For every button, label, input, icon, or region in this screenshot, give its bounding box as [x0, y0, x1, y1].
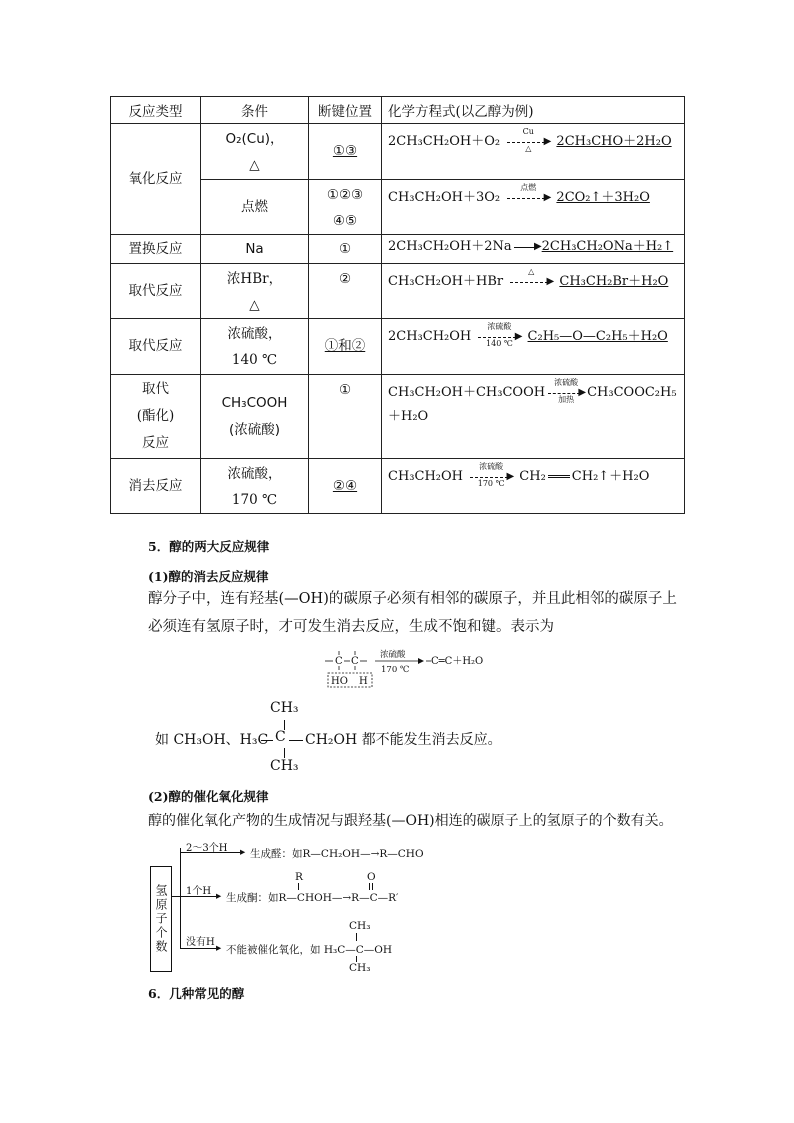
- table-row: [111, 459, 685, 514]
- cell-condition: [201, 124, 309, 180]
- table-row: [111, 375, 685, 459]
- example-line: [155, 700, 675, 780]
- bond-position: ①③: [332, 143, 358, 159]
- arrow-condition: 浓硫酸: [487, 321, 512, 331]
- ch3-bottom: CH₃: [349, 962, 371, 974]
- cell-condition: [201, 264, 309, 319]
- equation-lhs: CH₃CH₂OH: [388, 469, 463, 484]
- cell-condition: [201, 319, 309, 375]
- equation-rhs: C₂H₅—O—C₂H₅＋H₂O: [527, 329, 668, 344]
- table-header-row: [111, 97, 685, 124]
- header-condition: 条件: [201, 97, 309, 124]
- double-bond: [548, 475, 570, 478]
- bond-position: ①②③: [326, 187, 364, 203]
- equation-lhs: 2CH₃CH₂OH＋2Na: [388, 239, 512, 254]
- condition-line: △: [249, 157, 260, 173]
- fig-h: H: [359, 676, 368, 687]
- table-row: [111, 319, 685, 375]
- equation-lhs: CH₃CH₂OH＋HBr: [388, 274, 504, 289]
- paragraph: 醇的催化氧化产物的生成情况与跟羟基(—OH)相连的碳原子上的氢原子的个数有关。: [148, 813, 673, 829]
- bond-position: ②④: [332, 477, 358, 494]
- condition-line: 170 ℃: [231, 492, 278, 508]
- paragraph: 醇分子中，连有羟基(—OH)的碳原子必须有相邻的碳原子，并且此相邻的碳原子上必须连有氢原子时，才可发生消去反应，生成不饱和键。表示为: [148, 591, 677, 635]
- hydrogen-count-box: 氢原子个数: [150, 866, 172, 972]
- cell-bonds: [309, 124, 382, 180]
- equation-rhs-cont: ＋H₂O: [388, 409, 429, 424]
- condition-line: △: [249, 297, 260, 313]
- fig-product: C═C＋H₂O: [431, 656, 484, 667]
- branch-text: 生成酮：如R—CHOH—→R—C—R′: [226, 892, 399, 904]
- ch3-bottom: CH₃: [270, 758, 299, 774]
- cell-bonds: [309, 180, 382, 235]
- reaction-arrow: 点燃 ▶: [507, 192, 549, 204]
- cell-bonds: [309, 319, 382, 375]
- type-line: (酯化): [136, 408, 175, 424]
- section-heading: 6．几种常见的醇: [148, 986, 245, 1001]
- arrow-condition: △: [525, 143, 532, 153]
- branch-label: 1个H: [186, 886, 212, 897]
- elimination-figure: [325, 647, 505, 693]
- arrow-condition: 170 ℃: [477, 478, 505, 488]
- equation-rhs: CH₃COOC₂H₅: [587, 385, 677, 400]
- condition-line: (浓硫酸): [228, 421, 281, 438]
- cell-equation: [382, 124, 685, 180]
- cell-type: 氧化反应: [111, 124, 201, 235]
- reaction-arrow: 浓硫酸 ▶ 170 ℃: [470, 471, 512, 483]
- cell-condition: [201, 375, 309, 459]
- cell-equation: [382, 375, 685, 459]
- condition-line: 140 ℃: [231, 352, 278, 368]
- ch3-top: CH₃: [349, 920, 371, 932]
- cell-type: 消去反应: [111, 459, 201, 514]
- cell-type: 置换反应: [111, 235, 201, 264]
- condition-line: 浓HBr，: [226, 271, 283, 287]
- type-line: 取代: [142, 381, 169, 397]
- bond-position: ①和②: [324, 338, 366, 354]
- reaction-arrow: △ ▶: [510, 276, 552, 288]
- cell-equation: [382, 459, 685, 514]
- arrow-condition: 140 ℃: [486, 338, 513, 348]
- example-suffix: CH₂OH 都不能发生消去反应。: [305, 732, 502, 748]
- equation-rhs: 2CH₃CH₂ONa＋H₂↑: [541, 239, 674, 254]
- cell-condition: Na: [201, 235, 309, 264]
- type-line: 反应: [142, 435, 169, 451]
- branch-label: 没有H: [186, 937, 215, 948]
- header-equation: 化学方程式(以乙醇为例): [382, 97, 685, 124]
- r-group: R: [295, 871, 303, 883]
- arrow-condition: △: [528, 266, 535, 276]
- header-bonds: 断键位置: [309, 97, 382, 124]
- equation-lhs: 2CH₃CH₂OH: [388, 329, 472, 344]
- cell-equation: [382, 180, 685, 235]
- branch-label: 2～3个H: [186, 843, 228, 854]
- equation-lhs: CH₃CH₂OH＋CH₃COOH: [388, 385, 546, 400]
- arrow-condition: 加热: [558, 394, 575, 404]
- branch-text: 不能被催化氧化，如 H₃C—C—OH: [226, 944, 393, 956]
- condition-line: 浓硫酸，: [227, 466, 282, 482]
- equation-rhs: CH₂: [519, 469, 546, 484]
- condition-line: O₂(Cu)，: [225, 131, 284, 147]
- subsection-heading: (2)醇的催化氧化规律: [148, 789, 269, 804]
- section-heading: 5．醇的两大反应规律: [148, 539, 270, 554]
- subsection-heading: (1)醇的消去反应规律: [148, 569, 269, 584]
- bond-position: ④⑤: [332, 213, 358, 229]
- cell-bonds: ①: [309, 375, 382, 459]
- fig-arrow-bottom: 170 ℃: [381, 665, 410, 675]
- cell-type: 取代反应: [111, 264, 201, 319]
- arrow-condition: 点燃: [520, 182, 537, 192]
- svg-text:C: C: [335, 656, 343, 667]
- reaction-table: [110, 96, 685, 514]
- o-atom: O: [367, 871, 376, 883]
- cell-type: 取代反应: [111, 319, 201, 375]
- cell-condition: [201, 459, 309, 514]
- equation-lhs: 2CH₃CH₂OH＋O₂: [388, 134, 501, 149]
- example-prefix: 如 CH₃OH、H₃C: [155, 732, 269, 748]
- condition-line: 浓硫酸，: [227, 326, 282, 342]
- c-atom: C: [275, 729, 286, 745]
- cell-bonds: [309, 459, 382, 514]
- cell-equation: [382, 235, 685, 264]
- svg-text:C: C: [351, 656, 359, 667]
- cell-condition: 点燃: [201, 180, 309, 235]
- cell-equation: [382, 264, 685, 319]
- cell-equation: [382, 319, 685, 375]
- arrow-condition: 浓硫酸: [554, 377, 579, 387]
- fig-ho: HO: [331, 676, 348, 687]
- reaction-arrow: 浓硫酸 ▶ 140 ℃: [478, 331, 520, 343]
- fig-arrow-top: 浓硫酸: [380, 650, 406, 660]
- ch3-top: CH₃: [270, 700, 299, 716]
- arrow-condition: 浓硫酸: [479, 461, 504, 471]
- reaction-arrow: ▶: [514, 242, 540, 252]
- equation-rhs: CH₃CH₂Br＋H₂O: [559, 274, 669, 289]
- cell-bonds: ①: [309, 235, 382, 264]
- equation-lhs: CH₃CH₂OH＋3O₂: [388, 190, 501, 205]
- table-row: [111, 264, 685, 319]
- condition-line: CH₃COOH: [221, 394, 288, 411]
- branch-text: 生成醛：如R—CH₂OH—→R—CHO: [250, 848, 424, 860]
- table-row: [111, 235, 685, 264]
- header-type: 反应类型: [111, 97, 201, 124]
- reaction-arrow: 浓硫酸 ▶ 加热: [548, 387, 584, 399]
- oxidation-rule-diagram: 氢原子个数 ▸ 2～3个H 生成醛：如R—CH₂OH—→R—CHO ▸ 1个H 生成酮：如R—CHOH—→R—C—R′ R O ▸ 没有H 不能被催化氧化，如 H₃C—C—OH CH₃ CH₃: [148, 838, 568, 974]
- cell-type: [111, 375, 201, 459]
- equation-rhs: 2CO₂↑＋3H₂O: [556, 190, 650, 205]
- table-row: [111, 124, 685, 180]
- equation-rhs: CH₂↑＋H₂O: [571, 469, 650, 484]
- cell-bonds: ②: [309, 264, 382, 319]
- reaction-arrow: Cu ▶ △: [507, 136, 549, 148]
- equation-rhs: 2CH₃CHO＋2H₂O: [556, 134, 672, 149]
- arrow-condition: Cu: [522, 126, 534, 136]
